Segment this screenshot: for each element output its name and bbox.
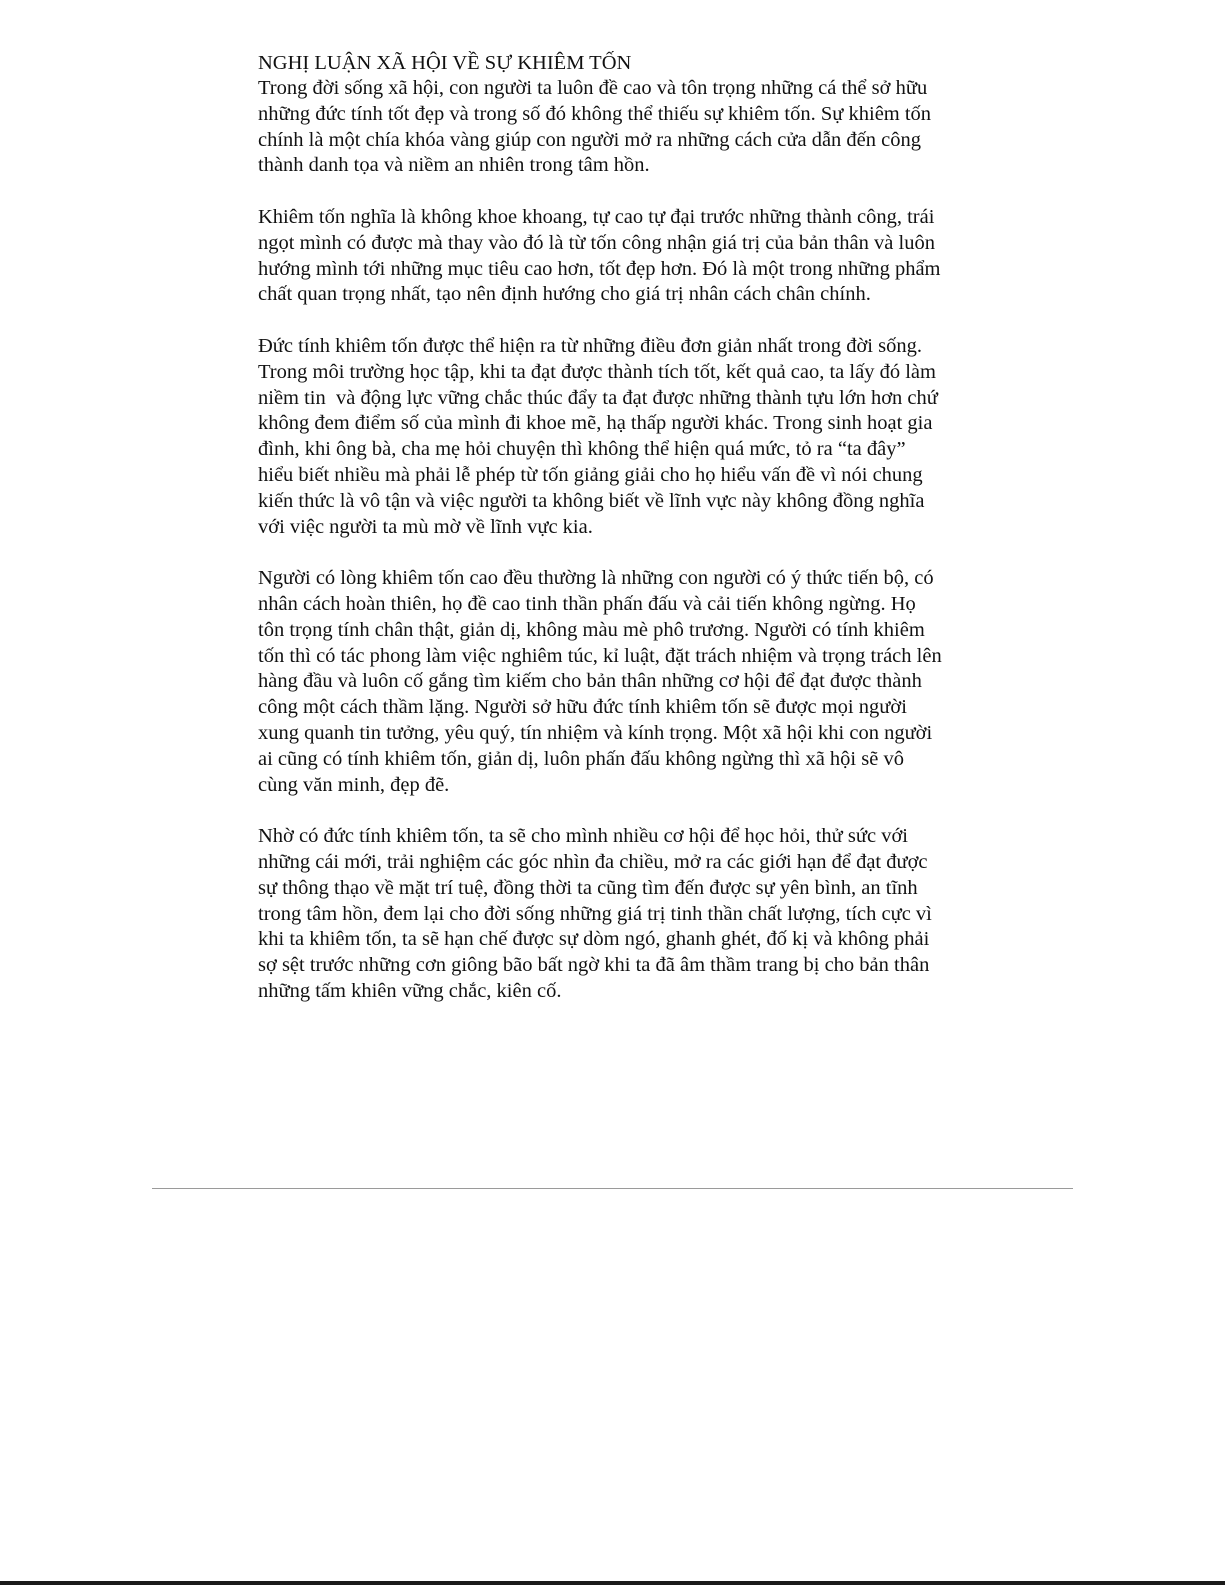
paragraph-line: nhân cách hoàn thiên, họ đề cao tinh thần phấn đấu và cải tiến không ngừng. Họ (258, 592, 916, 615)
paragraph-spacer (258, 798, 958, 824)
document-page (258, 50, 958, 1005)
paragraph-line: không đem điểm số của mình đi khoe mẽ, hạ thấp người khác. Trong sinh hoạt gia (258, 412, 933, 435)
paragraph-line: những đức tính tốt đẹp và trong số đó không thể thiếu sự khiêm tốn. Sự khiêm tốn (258, 102, 932, 125)
paragraph-3 (258, 334, 958, 540)
paragraph-spacer (258, 308, 958, 334)
paragraph-line: ngọt mình có được mà thay vào đó là từ tốn công nhận giá trị của bản thân và luôn (258, 231, 935, 254)
paragraph-line: sợ sệt trước những cơn giông bão bất ngờ khi ta đã âm thầm trang bị cho bản thân (258, 954, 930, 977)
paragraph-line: tốn thì có tác phong làm việc nghiêm túc, kỉ luật, đặt trách nhiệm và trọng trách lên (258, 644, 942, 667)
paragraph-line: những tấm khiên vững chắc, kiên cố. (258, 979, 562, 1002)
paragraph-line: hướng mình tới những mục tiêu cao hơn, tốt đẹp hơn. Đó là một trong những phẩm (258, 257, 941, 280)
paragraph-line: xung quanh tin tưởng, yêu quý, tín nhiệm và kính trọng. Một xã hội khi con người (258, 721, 933, 744)
paragraph-line: Người có lòng khiêm tốn cao đều thường là những con người có ý thức tiến bộ, có (258, 567, 934, 590)
paragraph-line: sự thông thạo về mặt trí tuệ, đồng thời ta cũng tìm đến được sự yên bình, an tĩnh (258, 876, 918, 899)
paragraph-line: những cái mới, trải nghiệm các góc nhìn đa chiều, mở ra các giới hạn để đạt được (258, 850, 928, 873)
paragraph-4 (258, 566, 958, 798)
paragraph-line: cùng văn minh, đẹp đẽ. (258, 773, 450, 796)
paragraph-spacer (258, 179, 958, 205)
paragraph-line: Khiêm tốn nghĩa là không khoe khoang, tự cao tự đại trước những thành công, trái (258, 205, 935, 228)
paragraph-line: kiến thức là vô tận và việc người ta không biết về lĩnh vực này không đồng nghĩa (258, 489, 925, 512)
paragraph-line: Trong đời sống xã hội, con người ta luôn đề cao và tôn trọng những cá thể sở hữu (258, 77, 928, 99)
paragraph-1 (258, 76, 958, 179)
paragraph-line: chính là một chía khóa vàng giúp con người mở ra những cách cửa dẫn đến công (258, 128, 921, 151)
paragraph-line: chất quan trọng nhất, tạo nên định hướng cho giá trị nhân cách chân chính. (258, 283, 871, 306)
paragraph-line: Đức tính khiêm tốn được thể hiện ra từ những điều đơn giản nhất trong đời sống. (258, 334, 922, 357)
paragraph-line: tôn trọng tính chân thật, giản dị, không màu mè phô trương. Người có tính khiêm (258, 618, 925, 641)
paragraph-line: hàng đầu và luôn cố gắng tìm kiếm cho bản thân những cơ hội để đạt được thành (258, 670, 922, 693)
page-divider (152, 1188, 1073, 1189)
paragraph-line: hiểu biết nhiều mà phải lễ phép từ tốn giảng giải cho họ hiểu vấn đề vì nói chung (258, 463, 923, 486)
paragraph-line: khi ta khiêm tốn, ta sẽ hạn chế được sự dòm ngó, ghanh ghét, đố kị và không phải (258, 928, 930, 951)
paragraph-spacer (258, 540, 958, 566)
paragraph-line: niềm tin và động lực vững chắc thúc đẩy ta đạt được những thành tựu lớn hơn chứ (258, 386, 938, 409)
paragraph-line: đình, khi ông bà, cha mẹ hỏi chuyện thì không thể hiện quá mức, tỏ ra “ta đây” (258, 438, 906, 461)
paragraph-line: Trong môi trường học tập, khi ta đạt được thành tích tốt, kết quả cao, ta lấy đó làm (258, 360, 936, 383)
paragraph-5 (258, 824, 958, 1005)
paragraph-line: công một cách thầm lặng. Người sở hữu đức tính khiêm tốn sẽ được mọi người (258, 696, 907, 719)
paragraph-line: với việc người ta mù mờ về lĩnh vực kia. (258, 515, 593, 538)
paragraph-line: Nhờ có đức tính khiêm tốn, ta sẽ cho mình nhiều cơ hội để học hỏi, thử sức với (258, 825, 908, 848)
paragraph-line: thành danh tọa và niềm an nhiên trong tâm hồn. (258, 154, 650, 177)
page-bottom-edge (0, 1581, 1225, 1585)
paragraph-line: trong tâm hồn, đem lại cho đời sống những giá trị tinh thần chất lượng, tích cực vì (258, 902, 932, 925)
paragraph-2 (258, 205, 958, 308)
paragraph-line: ai cũng có tính khiêm tốn, giản dị, luôn phấn đấu không ngừng thì xã hội sẽ vô (258, 747, 904, 770)
document-title: NGHỊ LUẬN XÃ HỘI VỀ SỰ KHIÊM TỐN (258, 52, 632, 74)
